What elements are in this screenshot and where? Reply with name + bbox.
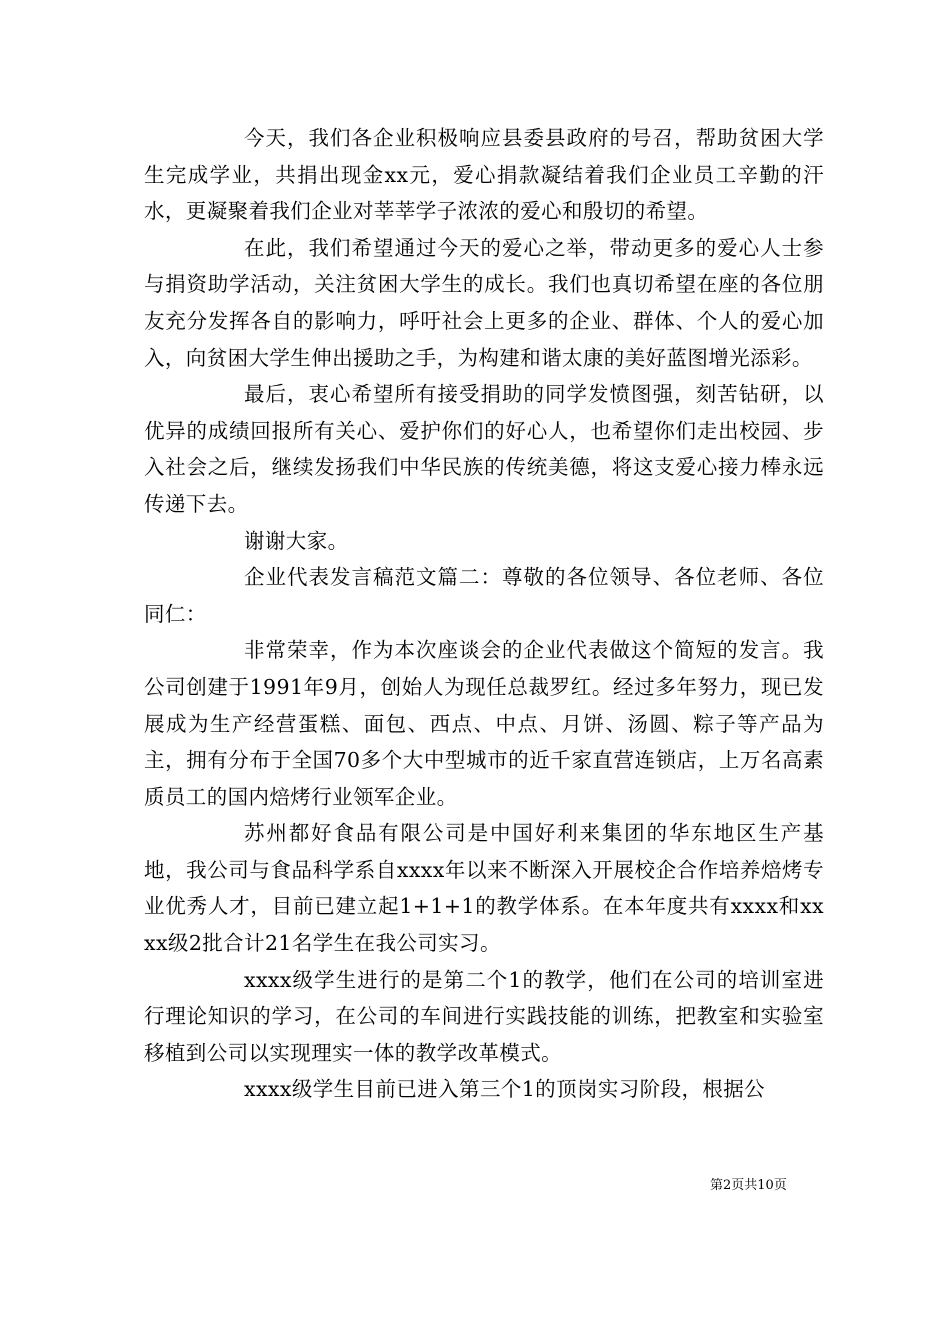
paragraph-3: 最后，衷心希望所有接受捐助的同学发愤图强，刻苦钻研，以优异的成绩回报所有关心、爱护你们的好心人，也希望你们走出校园、步入社会之后，继续发扬我们中华民族的传统美德，将这支爱心接力棒永远传递下去。: [144, 382, 824, 516]
document-body: [144, 120, 824, 1108]
paragraph-1: 今天，我们各企业积极响应县委县政府的号召，帮助贫困大学生完成学业，共捐出现金xx元，爱心捐款凝结着我们企业员工辛勤的汗水，更凝聚着我们企业对莘莘学子浓浓的爱心和殷切的希望。: [144, 126, 824, 224]
paragraph-8: xxxx级学生进行的是第二个1的教学，他们在公司的培训室进行理论知识的学习，在公司的车间进行实践技能的训练，把教室和实验室移植到公司以实现理实一体的教学改革模式。: [144, 967, 824, 1065]
paragraph-4: 谢谢大家。: [244, 528, 349, 553]
page-number: 第2页共10页: [710, 1178, 787, 1193]
paragraph-6: 非常荣幸，作为本次座谈会的企业代表做这个简短的发言。我公司创建于1991年9月，创始人为现任总裁罗红。经过多年努力，现已发展成为生产经营蛋糕、面包、西点、中点、月饼、汤圆、粽子等产品为主，拥有分布于全国70多个大中型城市的近千家直营连锁店，上万名高素质员工的国内焙烤行业领军企业。: [144, 638, 824, 809]
paragraph-5: 企业代表发言稿范文篇二：尊敬的各位领导、各位老师、各位同仁：: [144, 565, 824, 626]
paragraph-9: xxxx级学生目前已进入第三个1的顶岗实习阶段，根据公: [244, 1077, 766, 1102]
paragraph-7: 苏州都好食品有限公司是中国好利来集团的华东地区生产基地，我公司与食品科学系自xxxx年以来不断深入开展校企合作培养焙烤专业优秀人才，目前已建立起1+1+1的教学体系。在本年度共有xxxx和xxxx级2批合计21名学生在我公司实习。: [144, 821, 824, 956]
page-footer: [0, 1177, 950, 1195]
paragraph-2: 在此，我们希望通过今天的爱心之举，带动更多的爱心人士参与捐资助学活动，关注贫困大学生的成长。我们也真切希望在座的各位朋友充分发挥各自的影响力，呼吁社会上更多的企业、群体、个人的爱心加入，向贫困大学生伸出援助之手，为构建和谐太康的美好蓝图增光添彩。: [144, 235, 824, 370]
